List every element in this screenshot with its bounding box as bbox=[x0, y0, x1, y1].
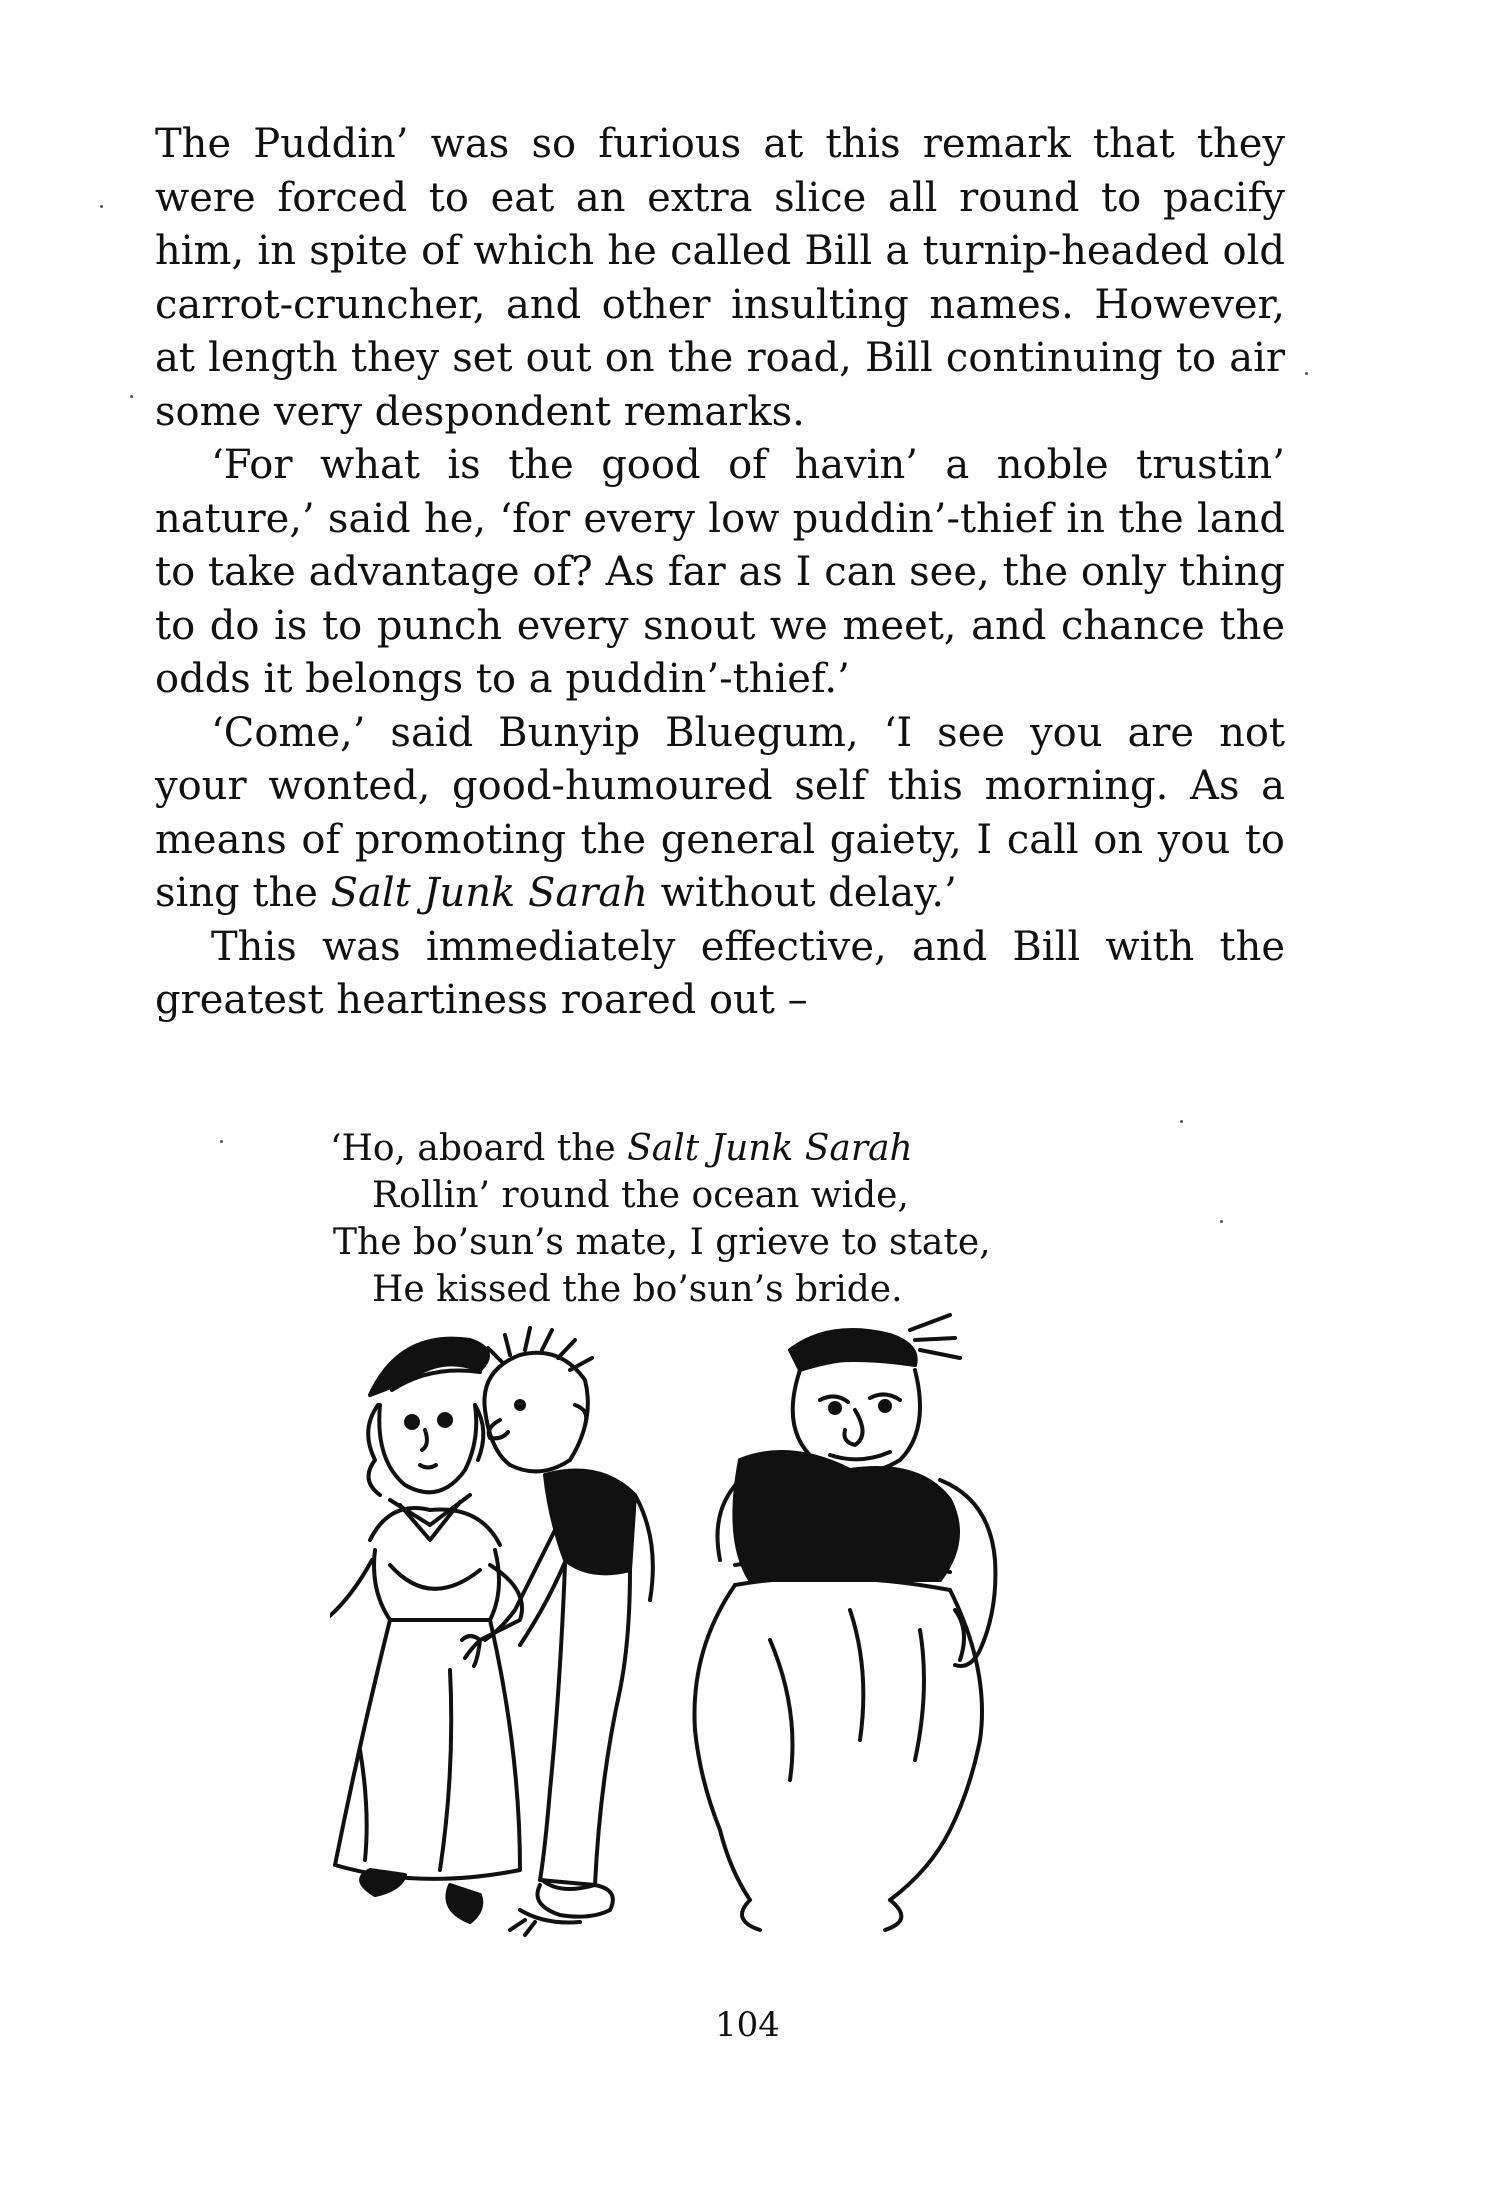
print-speck bbox=[220, 1140, 223, 1143]
paragraph-3-text-a: ‘Come,’ said Bunyip Bluegum, ‘I see you are not your wonted, good-humoured self this morning. As a means of promoting the general gaiety, I call on you to sing the bbox=[155, 709, 1285, 916]
paragraph-4-text: This was immediately effective, and Bill with the greatest heartiness roared out – bbox=[155, 923, 1285, 1023]
paragraph-1-text: The Puddin’ was so furious at this remark that they were forced to eat an extra slice all round to pacify him, in spite of which he called Bill a turnip-headed old carrot-cruncher, and other insulting names. However, at length they set out on the road, Bill continuing to air some very despondent remarks. bbox=[155, 121, 1285, 435]
paragraph-4 bbox=[155, 921, 1285, 1028]
verse-line-1-title: Salt Junk Sarah bbox=[627, 1128, 913, 1169]
print-speck bbox=[1220, 1220, 1223, 1223]
paragraph-2 bbox=[155, 439, 1285, 707]
verse-line-1-prefix: ‘Ho, aboard the bbox=[330, 1128, 628, 1169]
verse-line-1 bbox=[330, 1125, 1030, 1172]
sailors-kissing-illustration-icon bbox=[330, 1310, 1150, 1950]
paragraph-2-text: ‘For what is the good of havin’ a noble trustin’ nature,’ said he, ‘for every low puddin’-thief in the land to take advantage of? As far as I can see, the only thing to do is to punch every snout we meet, and chance the odds it belongs to a puddin’-thief.’ bbox=[155, 442, 1285, 702]
paragraph-3-text-b: without delay.’ bbox=[647, 870, 957, 916]
print-speck bbox=[100, 205, 103, 208]
paragraph-3 bbox=[155, 707, 1285, 921]
verse-line-2: Rollin’ round the ocean wide, bbox=[372, 1175, 909, 1216]
print-speck bbox=[1180, 1120, 1183, 1123]
paragraph-1 bbox=[155, 118, 1285, 439]
page-number: 104 bbox=[715, 2005, 780, 2045]
song-title-inline: Salt Junk Sarah bbox=[330, 870, 648, 916]
verse-line-3: The bo’sun’s mate, I grieve to state, bbox=[333, 1222, 991, 1263]
body-text bbox=[155, 118, 1285, 1028]
print-speck bbox=[130, 395, 133, 398]
verse-line-4: He kissed the bo’sun’s bride. bbox=[372, 1269, 903, 1310]
song-verse bbox=[330, 1125, 1030, 1313]
print-speck bbox=[1305, 372, 1308, 375]
